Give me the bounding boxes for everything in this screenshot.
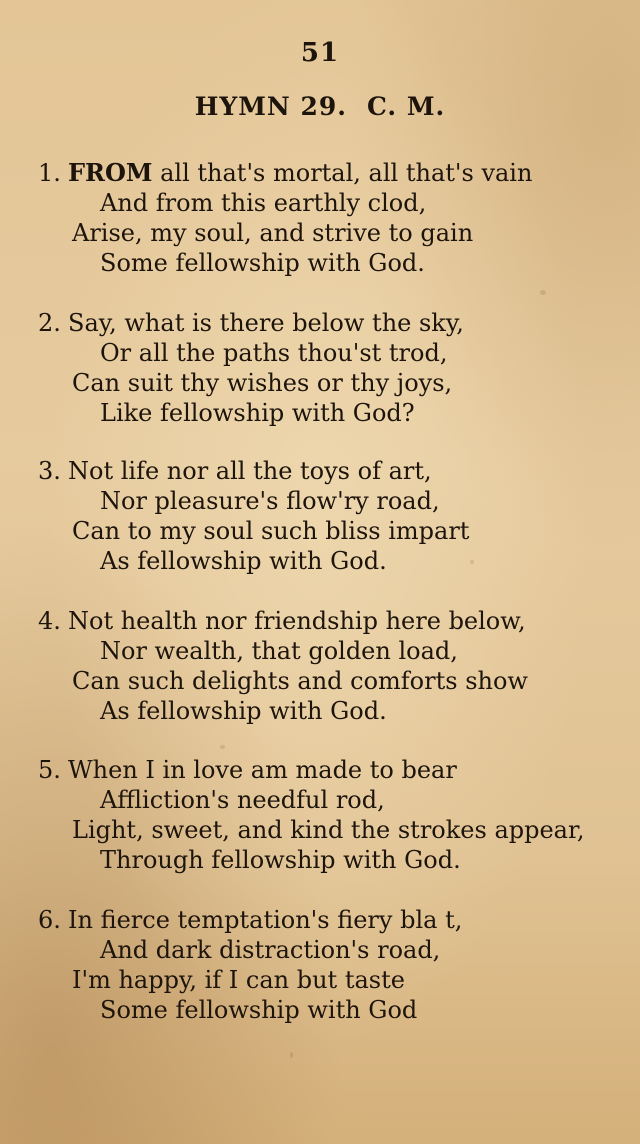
verse-line-first: [38, 905, 618, 935]
verse-line-text: Not life nor all the toys of art,: [68, 457, 432, 485]
verse-line: Like fellowship with God?: [100, 399, 415, 427]
verse-line: Affliction's needful rod,: [100, 786, 385, 814]
paper-spot: [290, 1052, 293, 1058]
verse-line-text: Not health nor friendship here below,: [68, 607, 526, 635]
paper-spot: [540, 290, 546, 295]
verse-line: I'm happy, if I can but taste: [72, 966, 405, 994]
verse-line: As fellowship with God.: [100, 697, 387, 725]
verse-line: And from this earthly clod,: [100, 189, 427, 217]
verse-line: And dark distraction's road,: [100, 936, 441, 964]
verse-line-first: [38, 606, 618, 636]
verse-lead-word: FROM: [68, 158, 153, 187]
verse-number: 3.: [38, 457, 61, 485]
verse-number: 1.: [38, 159, 61, 187]
verse-6: [38, 905, 618, 1025]
verse-line: Nor wealth, that golden load,: [100, 637, 458, 665]
verse-line: Arise, my soul, and strive to gain: [72, 219, 474, 247]
verse-line-first: [38, 456, 618, 486]
verse-5: [38, 755, 618, 875]
verse-line: Can to my soul such bliss impart: [72, 517, 470, 545]
page-number: 51: [300, 38, 340, 68]
verse-line: Light, sweet, and kind the strokes appear,: [72, 816, 585, 844]
hymn-heading: HYMN 29.: [194, 92, 347, 121]
verse-2: [38, 308, 618, 428]
verse-line: As fellowship with God.: [100, 547, 387, 575]
verse-1: [38, 158, 618, 278]
verse-line: Some fellowship with God: [100, 996, 418, 1024]
verse-number: 5.: [38, 756, 61, 784]
verse-number: 6.: [38, 906, 61, 934]
verse-line-text: Say, what is there below the sky,: [68, 309, 464, 337]
hymn-title: [0, 92, 620, 121]
verse-number: 4.: [38, 607, 61, 635]
verse-line: Can suit thy wishes or thy joys,: [72, 369, 453, 397]
verse-line: Can such delights and comforts show: [72, 667, 528, 695]
verse-line-first: [38, 308, 618, 338]
verse-line-text: In fierce temptation's fiery bla t,: [68, 906, 463, 934]
verse-line-text: When I in love am made to bear: [68, 756, 457, 784]
verse-3: [38, 456, 618, 576]
verse-4: [38, 606, 618, 726]
verse-line: Or all the paths thou'st trod,: [100, 339, 448, 367]
verse-line: Through fellowship with God.: [100, 846, 461, 874]
verse-number: 2.: [38, 309, 61, 337]
verse-line: Some fellowship with God.: [100, 249, 425, 277]
verse-line-text: all that's mortal, all that's vain: [152, 159, 533, 187]
verse-line: Nor pleasure's flow'ry road,: [100, 487, 440, 515]
verse-line-first: [38, 158, 618, 188]
hymn-meter: C. M.: [366, 92, 446, 121]
paper-spot: [220, 745, 225, 749]
verse-line-first: [38, 755, 618, 785]
